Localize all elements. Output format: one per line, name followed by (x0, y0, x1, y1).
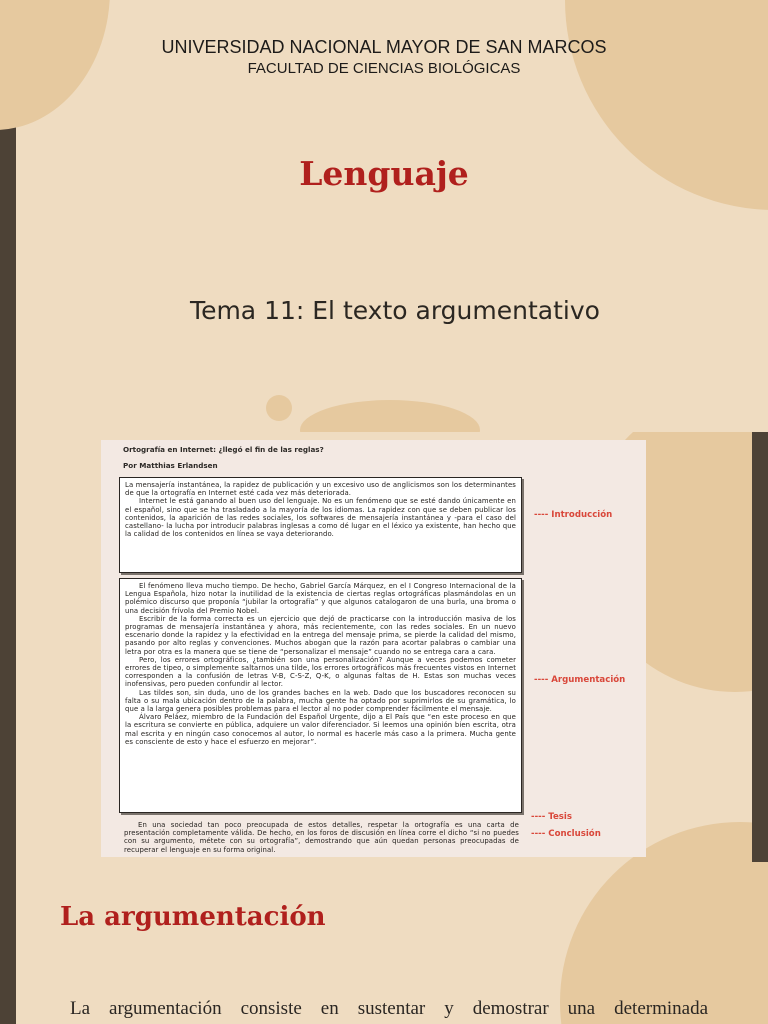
article-author: Por Matthias Erlandsen (123, 461, 218, 470)
paragraph: Álvaro Peláez, miembro de la Fundación del Español Urgente, dijo a El País que “en este proceso en que la escritura se convierte en pública, adquiere un valor diferenciador. Si leemos una opinión bien escrita, otra mal escrita y en ningún caso conocemos al autor, lo normal es hacerle más caso a la primera. Mucha gente es consciente de esto y hace el esfuerzo en mejorar”. (125, 713, 516, 746)
article-image (101, 440, 646, 857)
paragraph: Internet le está ganando al buen uso del lenguaje. No es un fenómeno que se esté dando únicamente en el español, sino que se ha trasladado a la mayoría de los idiomas. La rapidez con que se deben publicar los contenidos, la aparición de las redes sociales, los softwares de mensajería instantánea y -para el caso del castellano- la lucha por introducir palabras inglesas a como dé lugar en el léxico ya existente, han hecho que la calidad de los contenidos en línea se vaya deteriorando. (125, 497, 516, 539)
paragraph: La mensajería instantánea, la rapidez de publicación y un excesivo uso de anglicismos son los determinantes de que la ortografía en Internet esté cada vez más deteriorada. (125, 481, 516, 498)
slide-right-bar (752, 432, 768, 862)
paragraph: En una sociedad tan poco preocupada de estos detalles, respetar la ortografía es una carta de presentación completamente válida. De hecho, en los foros de discusión en línea corre el dicho “si no puedes con su argumento, métete con su ortografía”, demostrando que aún quedan personas preocupadas de recuperar el lenguaje en su forma original. (124, 821, 519, 854)
label-introduction: ---- Introducción (534, 510, 613, 520)
slide-title: Lenguaje (299, 154, 469, 193)
section-body: La argumentación consiste en sustentar y demostrar una determinada (70, 998, 708, 1019)
faculty-name: FACULTAD DE CIENCIAS BIOLÓGICAS (247, 60, 521, 77)
slide-left-bar (0, 432, 16, 1024)
label-thesis: ---- Tesis (531, 812, 572, 822)
conclusion-box (119, 818, 524, 858)
paragraph: Pero, los errores ortográficos, ¿también son una personalización? Aunque a veces podemos cometer errores de tipeo, o simplemente saltarnos una tilde, los errores ortográficos más frecuentes vistos en Internet corresponden a la confusión de letras V-B, C-S-Z, Q-K, o algunas faltas de H. Estas son muchas veces inofensivas, pero pueden confundir al lector. (125, 655, 516, 689)
content-slide (0, 432, 768, 1024)
label-conclusion: ---- Conclusión (531, 829, 601, 839)
section-title: La argumentación (60, 902, 326, 932)
decor-circle (300, 400, 480, 432)
label-argumentation: ---- Argumentación (534, 675, 626, 685)
paragraph: Escribir de la forma correcta es un ejercicio que dejó de practicarse con la introducción masiva de los programas de mensajería instantánea y ahora, más recientemente, con las redes sociales. En un nuevo escenario donde la rapidez y la efectividad en la entrega del mensaje prima, se pierde la calidad del mismo, pasando por alto reglas y convenciones. Muchos abogan que la razón para acortar palabras o cambiar una letra por otra es la manera que se tiene de “personalizar el mensaje” cuando no se entrega cara a cara. (125, 614, 516, 656)
slide-subtitle: Tema 11: El texto argumentativo (190, 296, 600, 325)
decor-dot (266, 395, 292, 421)
article-heading: Ortografía en Internet: ¿llegó el fin de las reglas? (123, 445, 324, 454)
argumentation-box (119, 578, 522, 813)
paragraph: Las tildes son, sin duda, uno de los grandes baches en la web. Dado que los buscadores reconocen su falta o su mala ubicación dentro de la palabra, mucha gente ha optado por suprimirlos de su gramática, lo que a la larga genera posibles problemas para el lector al no poder comprender fácilmente el mensaje. (125, 688, 516, 714)
title-slide (0, 0, 768, 432)
paragraph: El fenómeno lleva mucho tiempo. De hecho, Gabriel García Márquez, en el I Congreso Internacional de la Lengua Española, hizo notar la inutilidad de la existencia de ciertas reglas ortográficas plasmándolas en un polémico discurso que proponía “jubilar la ortografía” y que algunos catalogaron de una burla, una broma o una decisión frívola del Premio Nobel. (125, 582, 516, 615)
university-name: UNIVERSIDAD NACIONAL MAYOR DE SAN MARCOS (161, 37, 607, 57)
introduction-box (119, 477, 522, 573)
